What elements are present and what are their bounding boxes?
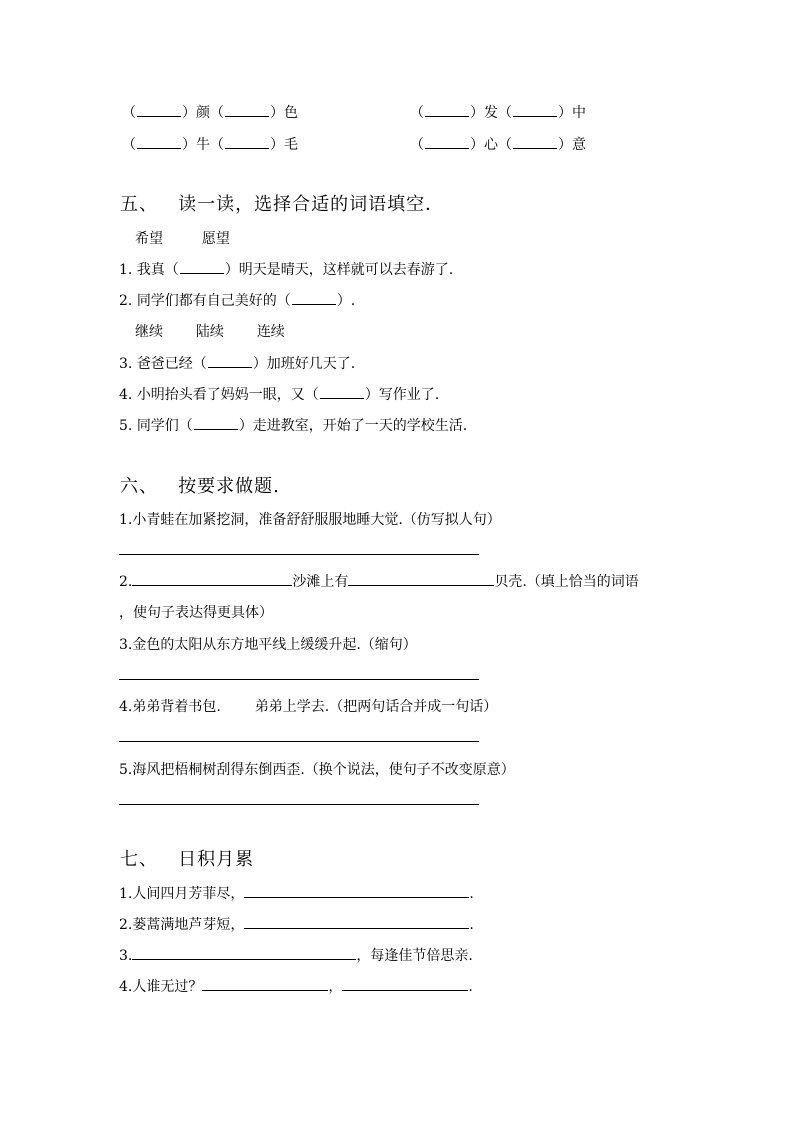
blank[interactable] <box>425 103 469 117</box>
blank[interactable] <box>244 884 469 898</box>
blank[interactable] <box>292 291 336 305</box>
blank[interactable] <box>132 572 292 586</box>
blank[interactable] <box>244 915 469 929</box>
idiom-row-2-left: （ ）牛（ ）毛 <box>122 137 298 153</box>
blank[interactable] <box>194 416 238 430</box>
blank[interactable] <box>225 135 269 149</box>
idiom-row-1-left: （ ）颜（ ）色 <box>122 105 298 121</box>
blank[interactable] <box>137 103 181 117</box>
blank[interactable] <box>342 977 468 991</box>
question-5-3: 3. 爸爸已经（ ）加班好几天了. <box>119 356 356 372</box>
section-7-heading: 七、 日积月累 <box>120 849 255 870</box>
blank[interactable] <box>202 977 328 991</box>
answer-line[interactable] <box>119 554 479 555</box>
question-5-1: 1. 我真（ ）明天是晴天，这样就可以去春游了. <box>119 262 454 278</box>
question-5-4: 4. 小明抬头看了妈妈一眼，又（ ）写作业了. <box>119 387 440 403</box>
question-6-4: 4.弟弟背着书包. 弟弟上学去.（把两句话合并成一句话） <box>119 699 498 715</box>
blank[interactable] <box>513 135 557 149</box>
blank[interactable] <box>513 103 557 117</box>
word-bank-1: 希望 愿望 <box>135 231 230 247</box>
word-bank-2: 继续 陆续 连续 <box>135 324 285 340</box>
question-7-1: 1.人间四月芳菲尽， . <box>119 886 474 902</box>
question-6-2: 2. 沙滩上有 贝壳.（填上恰当的词语 <box>119 574 639 590</box>
question-7-4: 4.人谁无过？ ， . <box>119 979 473 995</box>
blank[interactable] <box>208 354 252 368</box>
question-6-3: 3.金色的太阳从东方地平线上缓缓升起.（缩句） <box>119 637 417 653</box>
blank[interactable] <box>225 103 269 117</box>
blank[interactable] <box>137 135 181 149</box>
blank[interactable] <box>425 135 469 149</box>
blank[interactable] <box>320 385 364 399</box>
blank[interactable] <box>348 572 494 586</box>
section-5-heading: 五、 读一读，选择合适的词语填空． <box>120 194 445 215</box>
section-6-heading: 六、 按要求做题. <box>120 476 280 497</box>
question-6-2-continued: ，使句子表达得更具体） <box>119 605 273 621</box>
blank[interactable] <box>180 260 224 274</box>
question-5-5: 5. 同学们（ ）走进教室，开始了一天的学校生活. <box>119 418 468 434</box>
question-7-3: 3. ，每逢佳节倍思亲. <box>119 948 473 964</box>
question-6-5: 5.海风把梧桐树刮得东倒西歪.（换个说法，使句子不改变原意） <box>119 762 515 778</box>
blank[interactable] <box>132 946 356 960</box>
answer-line[interactable] <box>119 741 479 742</box>
question-6-1: 1.小青蛙在加紧挖洞，准备舒舒服服地睡大觉.（仿写拟人句） <box>119 512 501 528</box>
question-7-2: 2.蒌蒿满地芦芽短， . <box>119 917 474 933</box>
answer-line[interactable] <box>119 804 479 805</box>
answer-line[interactable] <box>119 679 479 680</box>
idiom-row-1-right: （ ）发（ ）中 <box>410 105 586 121</box>
question-5-2: 2. 同学们都有自己美好的（ ）. <box>119 293 356 309</box>
idiom-row-2-right: （ ）心（ ）意 <box>410 137 586 153</box>
